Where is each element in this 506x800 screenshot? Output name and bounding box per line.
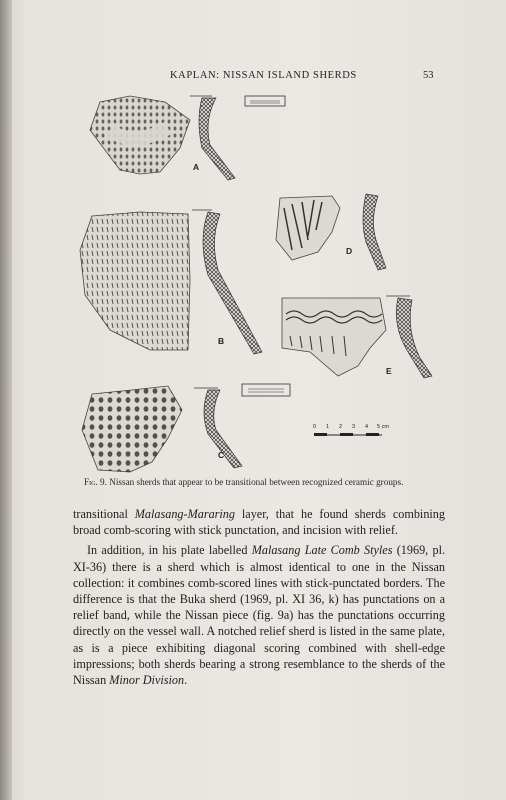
- sherd-label-e: E: [386, 366, 392, 376]
- paragraph-1-text-a: transitional: [73, 507, 135, 521]
- scale-tick-4: 4: [365, 424, 369, 430]
- sherd-label-c: C: [218, 450, 225, 460]
- sherd-a-rim-diagram: [245, 96, 285, 106]
- sherd-c-rim-diagram: [242, 384, 290, 396]
- sherd-d-profile: [363, 194, 386, 270]
- page-header: [0, 70, 506, 86]
- sherd-b-profile: [192, 210, 262, 354]
- figure-caption: [84, 476, 444, 489]
- sherd-label-b: B: [218, 336, 225, 346]
- scale-tick-0: 0: [313, 424, 317, 430]
- paragraph-1-text-c: layer, that he found sherds combining broad comb-scoring with stick punctation, and incision with relief.: [73, 507, 445, 538]
- scale-tick-1: 1: [326, 424, 330, 430]
- paragraph-2-italic-plate-title: Malasang Late Comb Styles: [251, 543, 393, 558]
- paragraph-2-text-a: In addition, in his plate labelled: [87, 543, 252, 558]
- figure-caption-label: Fig. 9.: [84, 477, 107, 487]
- paragraph-2: [73, 542, 445, 688]
- scale-bar: [314, 433, 382, 436]
- scale-tick-2: 2: [339, 424, 343, 430]
- sherd-a-drawing: [90, 96, 190, 174]
- paragraph-2-text-c: (1969, pl. XI-36) there is a sherd which is almost identical to one in the Nissan collection: it combines comb-scored lines with stick-punctated borders. The difference is that the Buka sherd (1969, pl. XI 36, k) has punctations on a relief band, while the Nissan piece (fig. 9a) has the punctations occurring directly on the vessel wall. A notched relief sherd is listed in the same plate, as is a piece exhibiting diagonal scoring combined with shell-edge impressions; both sherds bearing a strong resemblance to the sherds of the Nissan: [73, 543, 446, 688]
- sherd-c-drawing: [82, 386, 182, 472]
- sherd-label-a: A: [193, 162, 200, 172]
- page-number: 53: [423, 70, 434, 81]
- figure-caption-text: Nissan sherds that appear to be transitional between recognized ceramic groups.: [109, 477, 404, 487]
- sherd-label-d: D: [346, 246, 353, 256]
- sherd-b-drawing: [80, 212, 190, 350]
- scale-tick-5: 5 cm: [377, 424, 389, 430]
- sherd-e-drawing: [282, 298, 386, 376]
- sherd-drawings: [70, 90, 450, 475]
- running-title: KAPLAN: NISSAN ISLAND SHERDS: [170, 70, 357, 81]
- paragraph-2-italic-division: Minor Division: [109, 673, 185, 688]
- paragraph-2-text-e: .: [184, 673, 188, 688]
- scale-tick-3: 3: [352, 424, 356, 430]
- body-text: [73, 506, 445, 688]
- book-spine-shadow: [0, 0, 12, 800]
- paragraph-1: [73, 506, 445, 538]
- figure-9: [70, 90, 450, 475]
- sherd-d-drawing: [276, 196, 340, 260]
- paragraph-1-italic-layer: Malasang-Mararing: [134, 507, 235, 521]
- sherd-e-profile: [386, 296, 432, 378]
